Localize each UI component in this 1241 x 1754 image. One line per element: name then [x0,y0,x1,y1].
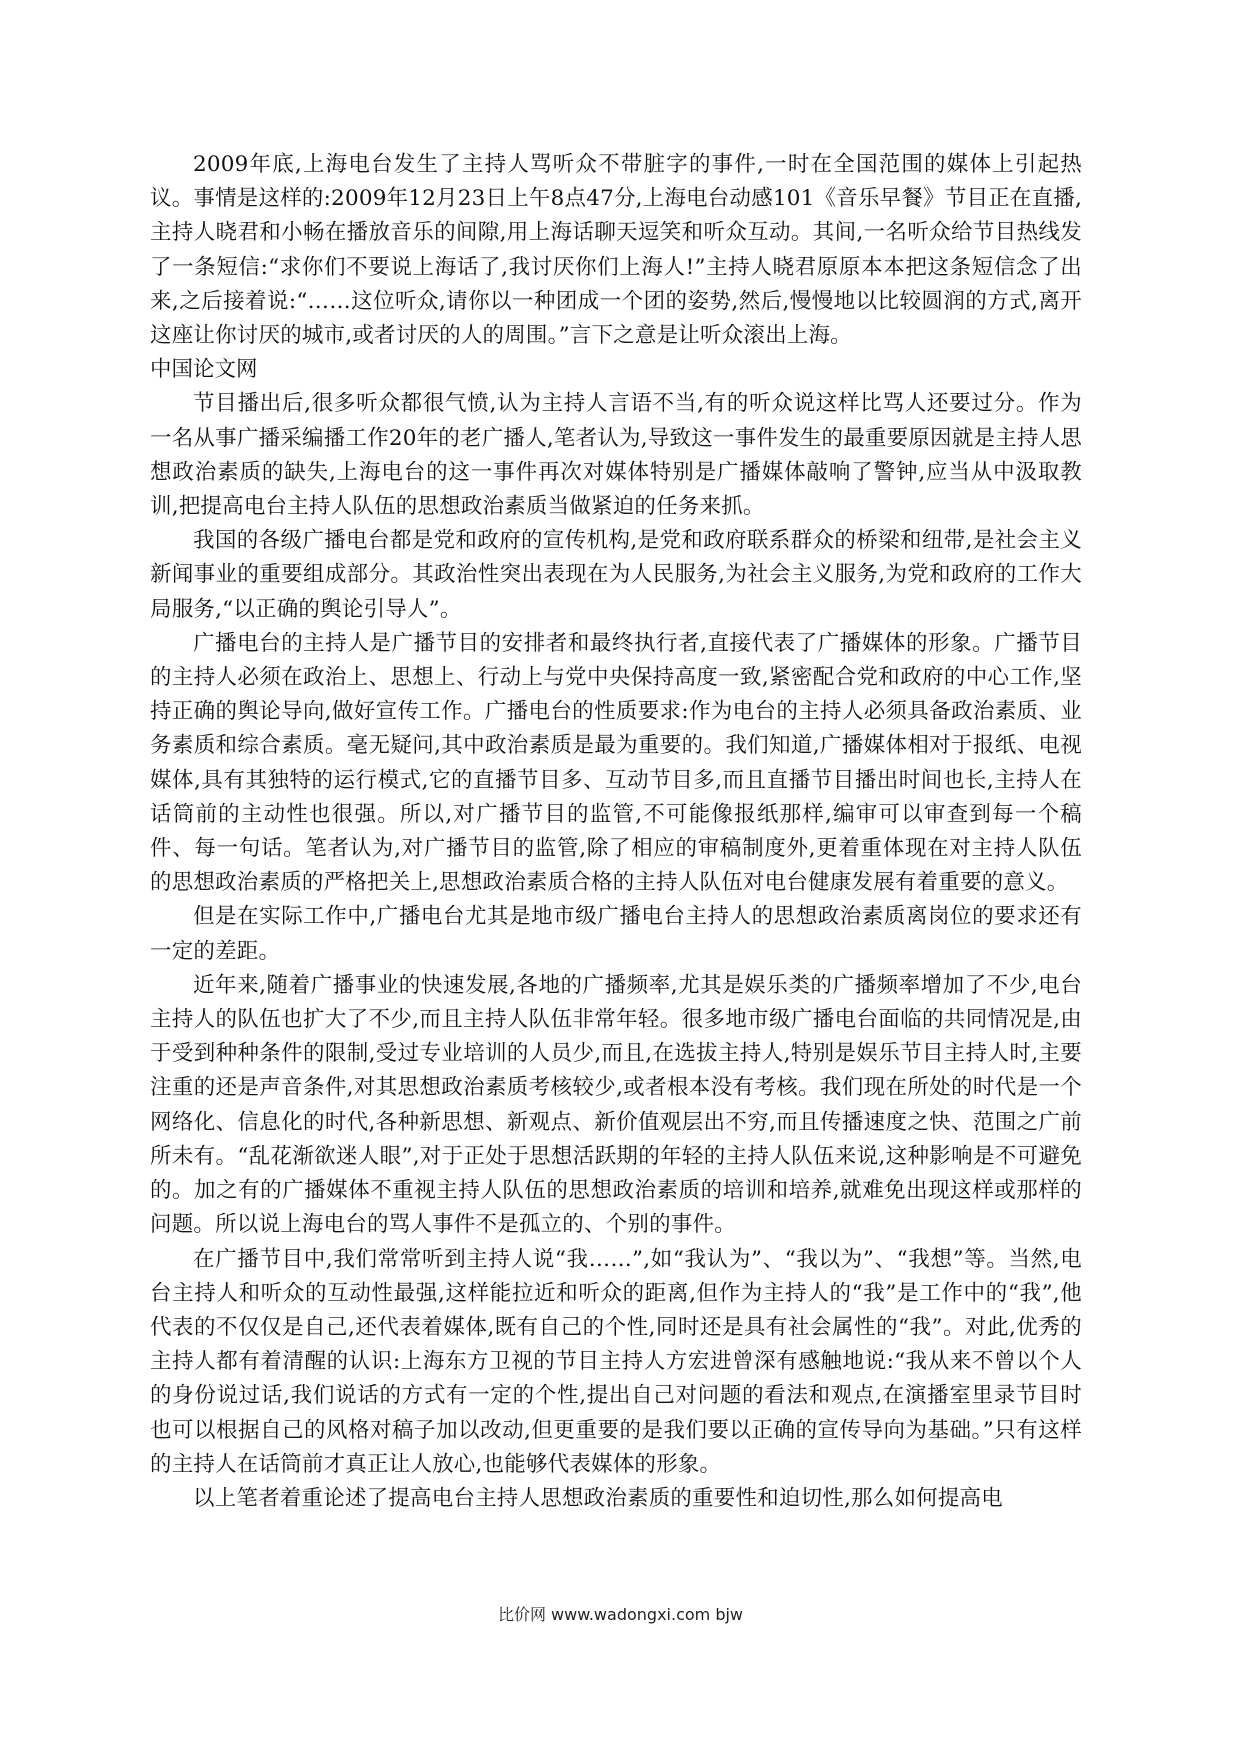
paragraph-2: 节目播出后,很多听众都很气愤,认为主持人言语不当,有的听众说这样比骂人还要过分。作为一名从事广播采编播工作20年的老广播人,笔者认为,导致这一事件发生的最重要原因就是主持人思想政治素质的缺失,上海电台的这一事件再次对媒体特别是广播媒体敲响了警钟,应当从中汲取教训,把提高电台主持人队伍的思想政治素质当做紧迫的任务来抓。 [150,391,1082,520]
paragraph-7: 在广播节目中,我们常常听到主持人说“我……”,如“我认为”、“我以为”、“我想”等。当然,电台主持人和听众的互动性最强,这样能拉近和听众的距离,但作为主持人的“我”是工作中的“我”,他代表的不仅仅是自己,还代表着媒体,既有自己的个性,同时还是具有社会属性的“我”。对此,优秀的主持人都有着清醒的认识:上海东方卫视的节目主持人方宏进曾深有感触地说:“我从来不曾以个人的身份说过话,我们说话的方式有一定的个性,提出自己对问题的看法和观点,在演播室里录节目时也可以根据自己的风格对稿子加以改动,但更重要的是我们要以正确的宣传导向为基础。”只有这样的主持人在话筒前才真正让人放心,也能够代表媒体的形象。 [150,1246,1082,1477]
paragraph-1: 2009年底,上海电台发生了主持人骂听众不带脏字的事件,一时在全国范围的媒体上引起热议。事情是这样的:2009年12月23日上午8点47分,上海电台动感101《音乐早餐》节目正在直播,主持人晓君和小畅在播放音乐的间隙,用上海话聊天逗笑和听众互动。其间,一名听众给节目热线发了一条短信:“求你们不要说上海话了,我讨厌你们上海人!”主持人晓君原原本本把这条短信念了出来,之后接着说:“……这位听众,请你以一种团成一个团的姿势,然后,慢慢地以比较圆润的方式,离开这座让你讨厌的城市,或者讨厌的人的周围。”言下之意是让听众滚出上海。 [150,152,1082,349]
paragraph-5: 但是在实际工作中,广播电台尤其是地市级广播电台主持人的思想政治素质离岗位的要求还有一定的差距。 [150,904,1082,964]
source-label: 中国论文网 [150,357,258,383]
paragraph-4: 广播电台的主持人是广播节目的安排者和最终执行者,直接代表了广播媒体的形象。广播节目的主持人必须在政治上、思想上、行动上与党中央保持高度一致,紧密配合党和政府的中心工作,坚持正确的舆论导向,做好宣传工作。广播电台的性质要求:作为电台的主持人必须具备政治素质、业务素质和综合素质。毫无疑问,其中政治素质是最为重要的。我们知道,广播媒体相对于报纸、电视媒体,具有其独特的运行模式,它的直播节目多、互动节目多,而且直播节目播出时间也长,主持人在话筒前的主动性也很强。所以,对广播节目的监管,不可能像报纸那样,编审可以审查到每一个稿件、每一句话。笔者认为,对广播节目的监管,除了相应的审稿制度外,更着重体现在对主持人队伍的思想政治素质的严格把关上,思想政治素质合格的主持人队伍对电台健康发展有着重要的意义。 [150,630,1082,896]
page-footer: 比价网 www.wadongxi.com bjw [497,1605,744,1624]
paragraph-8: 以上笔者着重论述了提高电台主持人思想政治素质的重要性和迫切性,那么如何提高电 [193,1485,1003,1511]
paragraph-6: 近年来,随着广播事业的快速发展,各地的广播频率,尤其是娱乐类的广播频率增加了不少,电台主持人的队伍也扩大了不少,而且主持人队伍非常年轻。很多地市级广播电台面临的共同情况是,由于受到种种条件的限制,受过专业培训的人员少,而且,在选拔主持人,特别是娱乐节目主持人时,主要注重的还是声音条件,对其思想政治素质考核较少,或者根本没有考核。我们现在所处的时代是一个网络化、信息化的时代,各种新思想、新观点、新价值观层出不穷,而且传播速度之快、范围之广前所未有。“乱花渐欲迷人眼”,对于正处于思想活跃期的年轻的主持人队伍来说,这种影响是不可避免的。加之有的广播媒体不重视主持人队伍的思想政治素质的培训和培养,就难免出现这样或那样的问题。所以说上海电台的骂人事件不是孤立的、个别的事件。 [150,972,1082,1238]
document-body [150,148,1082,1516]
paragraph-3: 我国的各级广播电台都是党和政府的宣传机构,是党和政府联系群众的桥梁和纽带,是社会主义新闻事业的重要组成部分。其政治性突出表现在为人民服务,为社会主义服务,为党和政府的工作大局服务,“以正确的舆论引导人”。 [150,528,1082,622]
